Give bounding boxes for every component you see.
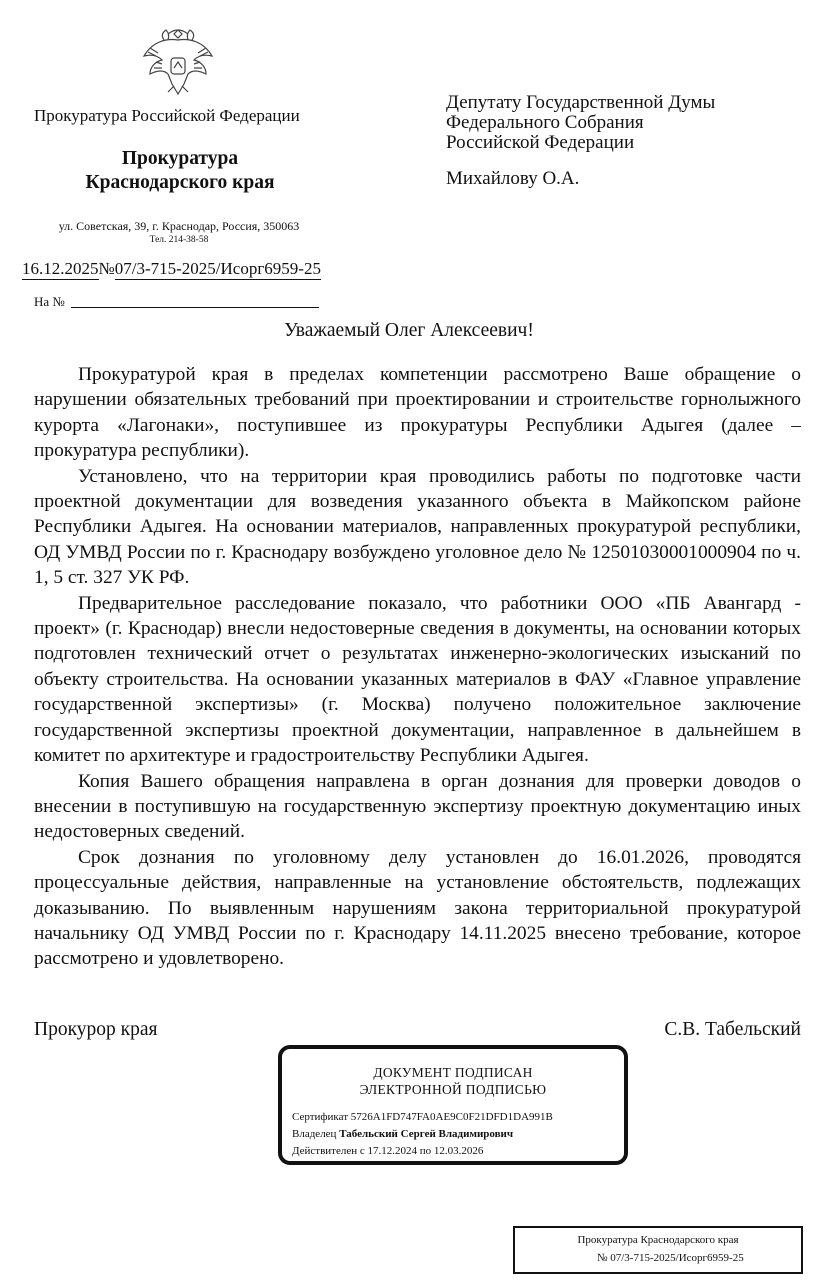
valid-from-value: 17.12.2024 bbox=[367, 1145, 418, 1157]
addressee-line-2: Федерального Собрания bbox=[446, 112, 644, 133]
addressee-name: Михайлову О.А. bbox=[446, 168, 580, 189]
registration-box-number-row bbox=[597, 1252, 744, 1264]
addressee-block bbox=[446, 93, 715, 153]
stamp-title bbox=[282, 1064, 624, 1098]
registration-box-number: 07/3-715-2025/Исорг6959-25 bbox=[610, 1252, 744, 1264]
stamp-details bbox=[292, 1109, 553, 1160]
reference-label: На № bbox=[34, 294, 65, 309]
paragraph: Предварительное расследование показало, что работники ООО «ПБ Авангард - проект» (г. Краснодар) внесли недостоверные сведения в документы, на основании которых подготовлен технический отчет о результатах инженерно-экологических изысканий по объекту строительства. На основании указанных материалов в ФАУ «Главное управление государственной экспертизы» (г. Москва) получено положительное заключение государственной экспертизы проектной документации, направленное в дальнейшем в комитет по архитектуре и градостроительству Республики Адыгея. bbox=[34, 592, 801, 767]
title-line-1: Прокуратура bbox=[121, 148, 239, 169]
stamp-owner-row bbox=[292, 1126, 553, 1143]
valid-from-label: Действителен с bbox=[292, 1145, 365, 1157]
signatory-position: Прокурор края bbox=[34, 1019, 158, 1040]
registration-box-no-label: № bbox=[597, 1252, 608, 1264]
paragraph: Копия Вашего обращения направлена в орган дознания для проверки доводов о внесении в поступившую на государственную экспертизу проектную документацию иных недостоверных сведений. bbox=[34, 770, 801, 843]
registration-date: 16.12.2025 bbox=[22, 259, 99, 278]
signatory-name: С.В. Табельский bbox=[664, 1019, 801, 1040]
owner-label: Владелец bbox=[292, 1128, 337, 1140]
registration-line bbox=[22, 259, 321, 280]
greeting: Уважаемый Олег Алексеевич! bbox=[284, 320, 534, 341]
office-address-block bbox=[34, 219, 324, 247]
coat-of-arms-icon bbox=[138, 22, 218, 102]
stamp-certificate-row bbox=[292, 1109, 553, 1126]
prosecutor-office-title bbox=[34, 147, 326, 195]
title-line-2: Краснодарского края bbox=[85, 172, 275, 193]
owner-value: Табельский Сергей Владимирович bbox=[339, 1128, 514, 1140]
paragraph: Прокуратурой края в пределах компетенции рассмотрено Ваше обращение о нарушении обязательных требований при проектировании и строительстве горнолыжного курорта «Лагонаки», поступившее из прокуратуры Республики Адыгея (далее – прокуратура республики). bbox=[34, 364, 801, 462]
addressee-line-3: Российской Федерации bbox=[446, 132, 635, 153]
registration-box bbox=[513, 1226, 803, 1274]
stamp-validity-row bbox=[292, 1143, 553, 1160]
certificate-label: Сертификат bbox=[292, 1111, 348, 1123]
certificate-value: 5726A1FD747FA0AE9C0F21DFD1DA991B bbox=[350, 1111, 553, 1123]
stamp-title-line-1: ДОКУМЕНТ ПОДПИСАН bbox=[373, 1065, 533, 1080]
paragraph: Срок дознания по уголовному делу установлен до 16.01.2026, проводятся процессуальные действия, направленные на установление обстоятельств, подлежащих доказыванию. По выявленным нарушениям закона территориальной прокуратурой начальнику ОД УМВД России по г. Краснодару 14.11.2025 внесено требование, которое рассмотрено и удовлетворено. bbox=[34, 846, 801, 970]
registration-no-label: № bbox=[98, 259, 115, 278]
stamp-title-line-2: ЭЛЕКТРОННОЙ ПОДПИСЬЮ bbox=[359, 1082, 547, 1097]
registration-box-org: Прокуратура Краснодарского края bbox=[577, 1234, 739, 1246]
letter-body bbox=[34, 362, 801, 972]
office-phone: Тел. 214-38-58 bbox=[149, 235, 209, 245]
valid-to-label: по bbox=[419, 1145, 432, 1157]
paragraph: Установлено, что на территории края проводились работы по подготовке части проектной документации для возведения указанного объекта в Майкопском районе Республики Адыгея. На основании материалов, направленных прокуратурой республики, ОД УМВД России по г. Краснодару возбуждено уголовное дело № 12501030001000904 по ч. 1, 5 ст. 327 УК РФ. bbox=[34, 465, 801, 589]
registration-number: 07/3-715-2025/Исорг6959-25 bbox=[114, 259, 321, 278]
reference-line bbox=[34, 294, 319, 310]
office-address: ул. Советская, 39, г. Краснодар, Россия, 350063 bbox=[58, 219, 300, 233]
electronic-signature-stamp bbox=[278, 1045, 628, 1165]
valid-to-value: 12.03.2026 bbox=[433, 1145, 484, 1157]
addressee-line-1: Депутату Государственной Думы bbox=[446, 92, 716, 113]
prosecutor-office-federal-name: Прокуратура Российской Федерации bbox=[34, 106, 300, 125]
reference-blank bbox=[71, 295, 319, 308]
